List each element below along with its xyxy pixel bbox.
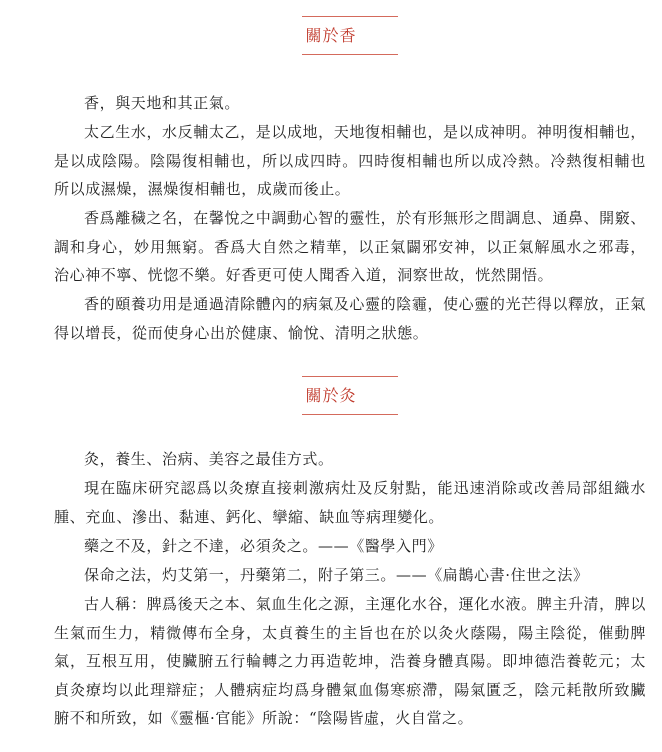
paragraph: 香，與天地和其正氣。 xyxy=(84,94,241,112)
paragraph: 香爲離穢之名，在馨悅之中調動心智的靈性，於有形無形之間調息、通鼻、開竅、調和身心，妙用無窮。香爲大自然之精華，以正氣闢邪安神，以正氣解風水之邪毒，治心神不寧、恍惚不樂。好香更可使人聞香入道，洞察世故，恍然開悟。 xyxy=(54,209,646,284)
paragraph: 古人稱：脾爲後天之本、氣血生化之源，主運化水谷，運化水液。脾主升清，脾以生氣而生力，精微傳布全身，太貞養生的主旨也在於以灸火蔭陽，陽主陰從，催動脾氣，互根互用，使臟腑五行輪轉之力再造乾坤，浩養身體真陽。即坤德浩養乾元；太貞灸療均以此理辯症；人體病症均爲身體氣血傷寒瘀滯，陽氣匱乏，陰元耗散所致臟腑不和所致，如《靈樞·官能》所說：“陰陽皆虛，火自當之。 xyxy=(54,595,646,727)
paragraph: 灸，養生、治病、美容之最佳方式。 xyxy=(84,450,334,468)
title-rule-bottom xyxy=(302,414,398,415)
title-rule-top xyxy=(302,376,398,377)
paragraph: 藥之不及，針之不達，必須灸之。——《醫學入門》 xyxy=(84,537,443,555)
title-rule-top xyxy=(302,16,398,17)
section-title-jiu: 關於灸 xyxy=(305,386,357,405)
paragraph: 香的頤養功用是通過清除體內的病氣及心靈的陰霾，使心靈的光芒得以釋放，正氣得以增長，從而使身心出於健康、愉悅、清明之狀態。 xyxy=(54,295,646,342)
paragraph: 太乙生水，水反輔太乙，是以成地，天地復相輔也，是以成神明。神明復相輔也，是以成陰陽。陰陽復相輔也，所以成四時。四時復相輔也所以成冷熱。冷熱復相輔也所以成濕燥，濕燥復相輔也，成歲而後止。 xyxy=(54,123,646,198)
paragraph: 現在臨床研究認爲以灸療直接刺激病灶及反射點，能迅速消除或改善局部組織水腫、充血、滲出、黏連、鈣化、攣縮、缺血等病理變化。 xyxy=(54,479,646,526)
title-rule-bottom xyxy=(302,54,398,55)
paragraph: 保命之法，灼艾第一，丹藥第二，附子第三。——《扁鵲心書·住世之法》 xyxy=(84,566,589,584)
section-title-xiang: 關於香 xyxy=(305,26,357,45)
